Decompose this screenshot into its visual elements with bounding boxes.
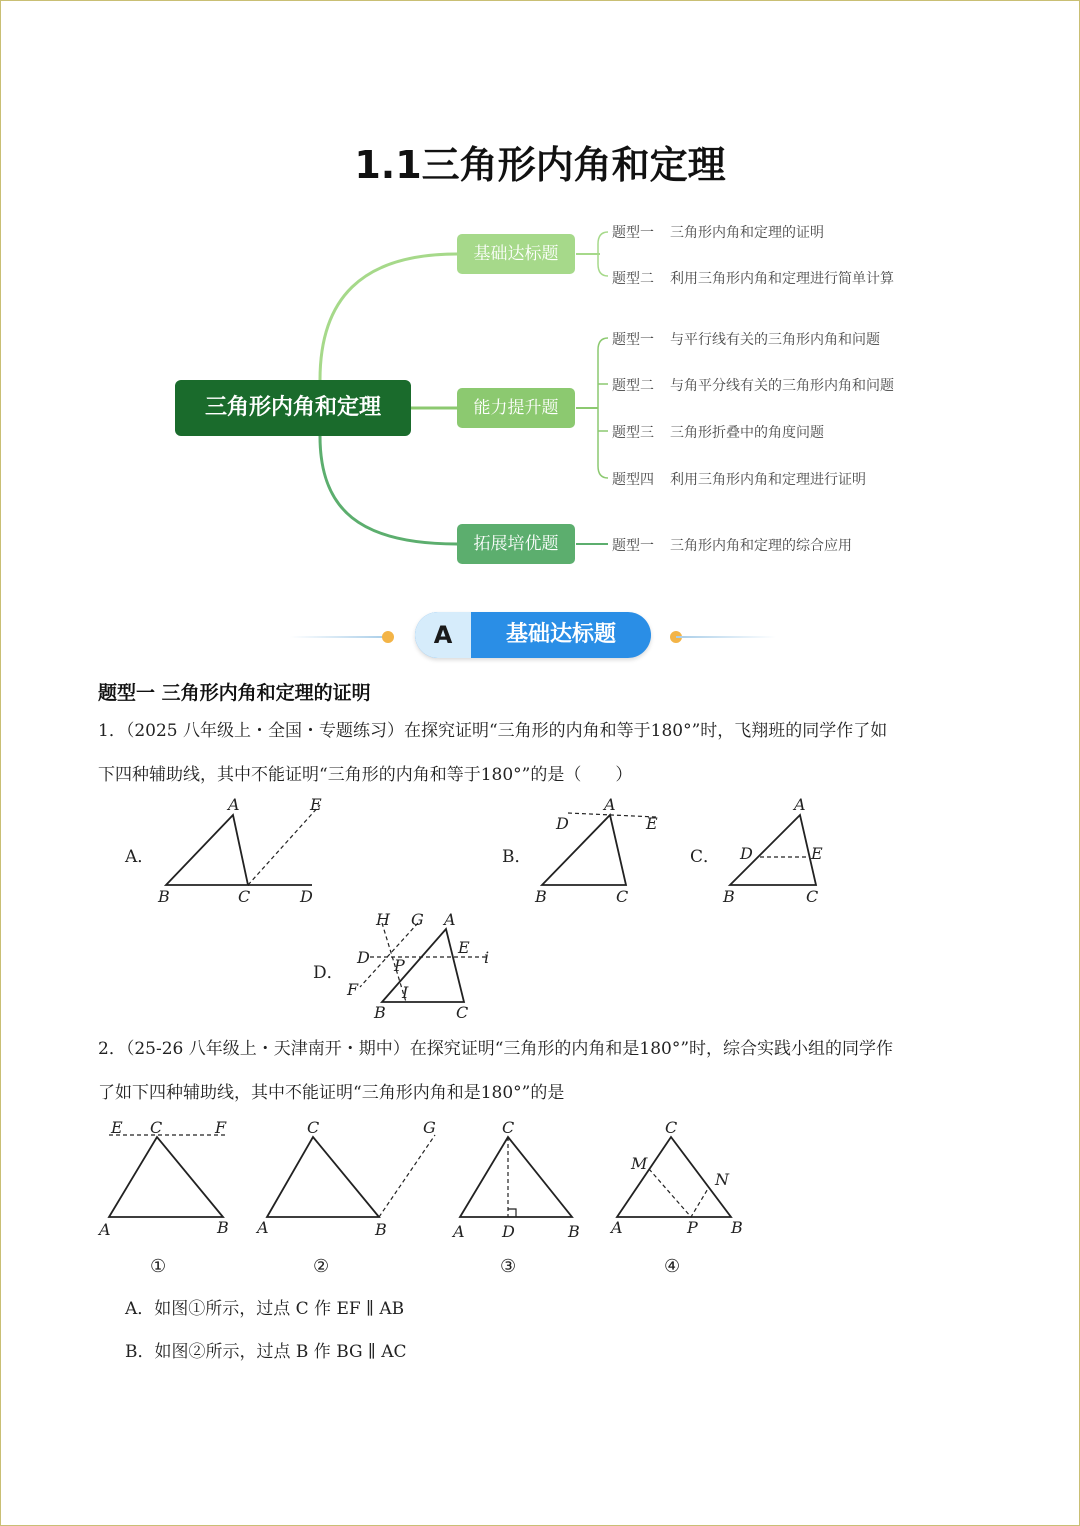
q1-text-line1: 1．（2025 八年级上・全国・专题练习）在探究证明“三角形的内角和等于180°”时，飞翔班的同学作了如 (98, 721, 888, 741)
label-P: P (687, 1218, 698, 1237)
label-H: H (376, 910, 390, 929)
q2-figure-2-label: ② (313, 1256, 330, 1277)
label-I: I (402, 983, 409, 1002)
label-B: B (158, 887, 170, 906)
section-banner (415, 612, 651, 658)
q2-choice-b: B．如图②所示，过点 B 作 BG ∥ AC (125, 1342, 407, 1362)
mindmap-leaf: 题型一 三角形内角和定理的综合应用 (612, 538, 852, 554)
label-A: A (611, 1218, 623, 1237)
mindmap-leaf: 题型一 与平行线有关的三角形内角和问题 (612, 332, 880, 348)
q1-option-a-label: A． (125, 847, 155, 867)
q1-option-d-label: D． (313, 963, 344, 983)
label-A: A (99, 1220, 111, 1239)
label-D: D (300, 887, 313, 906)
q1-figure-d (340, 905, 510, 1025)
label-A: A (453, 1222, 465, 1241)
label-N: N (715, 1170, 729, 1189)
mindmap-branch-ability: 能力提升题 (457, 388, 575, 428)
label-C: C (502, 1118, 515, 1137)
label-F: F (215, 1118, 227, 1137)
section-title: 基础达标题 (505, 622, 616, 647)
label-C: C (307, 1118, 320, 1137)
label-i: i (484, 948, 490, 967)
label-B: B (723, 887, 735, 906)
label-D: D (502, 1222, 515, 1241)
label-D: D (740, 844, 753, 863)
label-B: B (568, 1222, 580, 1241)
mindmap-leaf: 题型一 三角形内角和定理的证明 (612, 225, 824, 241)
mindmap-leaf: 题型四 利用三角形内角和定理进行证明 (612, 472, 866, 488)
label-D: D (357, 948, 370, 967)
mindmap-leaf: 题型三 三角形折叠中的角度问题 (612, 425, 824, 441)
q1-figure-a (150, 795, 340, 910)
label-C: C (806, 887, 819, 906)
q1-text-line2: 下四种辅助线，其中不能证明“三角形的内角和等于180°”的是（ ） (98, 765, 633, 785)
section-letter: A (415, 612, 471, 658)
label-G: G (411, 910, 424, 929)
label-A: A (444, 910, 456, 929)
label-F: F (347, 980, 359, 999)
mindmap-connectors (0, 0, 1080, 600)
mindmap-branch-basic: 基础达标题 (457, 234, 575, 274)
mindmap-leaf: 题型二 利用三角形内角和定理进行简单计算 (612, 271, 894, 287)
label-B: B (375, 1220, 387, 1239)
q2-figure-1 (95, 1115, 245, 1245)
label-C: C (616, 887, 629, 906)
label-P: P (394, 956, 405, 975)
q1-figure-c (718, 795, 838, 910)
mindmap-leaf: 题型二 与角平分线有关的三角形内角和问题 (612, 378, 894, 394)
page-title: 1.1三角形内角和定理 (354, 143, 726, 187)
label-B: B (535, 887, 547, 906)
label-M: M (631, 1154, 648, 1173)
q1-figure-b (530, 795, 670, 910)
label-E: E (458, 938, 470, 957)
label-A: A (794, 795, 806, 814)
label-E: E (111, 1118, 123, 1137)
mindmap-branch-extend: 拓展培优题 (457, 524, 575, 564)
q2-figure-3 (450, 1115, 590, 1245)
q2-figure-3-label: ③ (500, 1256, 517, 1277)
q2-choice-a: A．如图①所示，过点 C 作 EF ∥ AB (125, 1299, 405, 1319)
label-B: B (374, 1003, 386, 1022)
question-type-heading: 题型一 三角形内角和定理的证明 (98, 682, 371, 704)
q2-figure-1-label: ① (150, 1256, 167, 1277)
label-A: A (257, 1218, 269, 1237)
label-G: G (423, 1118, 436, 1137)
label-C: C (150, 1118, 163, 1137)
q1-option-b-label: B． (502, 847, 532, 867)
label-E: E (646, 814, 658, 833)
label-E: E (811, 844, 823, 863)
q2-text-line2: 了如下四种辅助线，其中不能证明“三角形内角和是180°”的是 (98, 1083, 565, 1103)
q2-figure-4 (605, 1115, 755, 1245)
label-B: B (217, 1218, 229, 1237)
q1-option-c-label: C． (690, 847, 721, 867)
mindmap-root: 三角形内角和定理 (175, 380, 411, 436)
label-B: B (731, 1218, 743, 1237)
q2-figure-4-label: ④ (664, 1256, 681, 1277)
q2-figure-2 (255, 1115, 455, 1245)
label-E: E (310, 795, 322, 814)
label-A: A (228, 795, 240, 814)
q2-text-line1: 2．（25-26 八年级上・天津南开・期中）在探究证明“三角形的内角和是180°”时，综合实践小组的同学作 (98, 1039, 894, 1059)
label-C: C (238, 887, 251, 906)
label-C: C (665, 1118, 678, 1137)
label-D: D (556, 814, 569, 833)
label-A: A (604, 795, 616, 814)
label-C: C (456, 1003, 469, 1022)
